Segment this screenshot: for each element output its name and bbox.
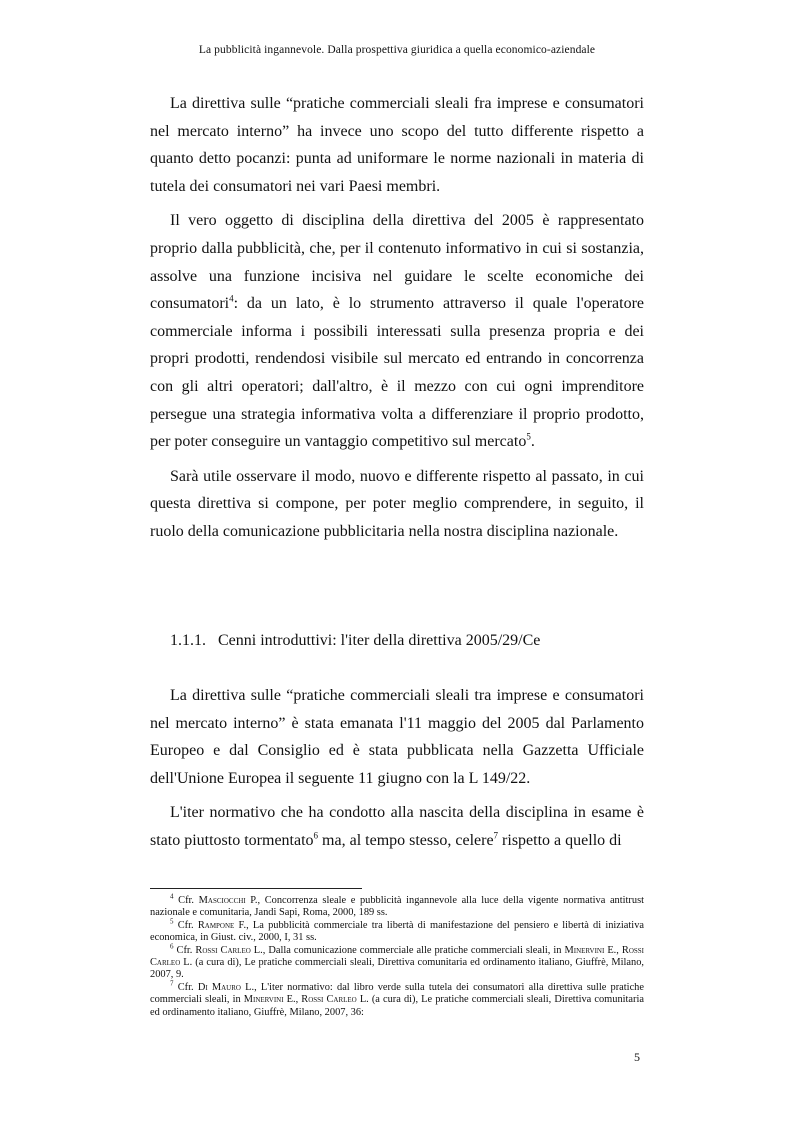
author-name: Di Mauro [197, 981, 241, 993]
author-name: Minervini [564, 944, 605, 956]
author-name: Masciocchi [198, 895, 246, 906]
footnote-ref[interactable]: 7 [493, 830, 499, 841]
text-run: ma, al tempo stesso, celere [318, 831, 494, 849]
text-run: rispetto a quello di [498, 831, 622, 849]
paragraph: La direttiva sulle “pratiche commerciali sleali tra imprese e consumatori nel mercato interno” è stata emanata l'11 maggio del 2005 dal Parlamento Europeo e dal Consiglio ed è stata pubblicata nella Gazzetta Ufficiale dell'Unione Europea il seguente 11 giugno con la L 149/22. [150, 687, 644, 787]
text-run: : da un lato, è lo strumento attraverso il quale l'operatore commerciale informa i possibili interessati sulla presenza propria e dei propri prodotti, rendendosi visibile sul mercato ed entrando in concorrenza con gli altri operatori; dall'altro, è il mezzo con cui ogni imprenditore persegue una strategia informativa volta a differenziare il proprio prodotto, per poter conseguire un vantaggio competitivo sul mercato [150, 295, 644, 451]
section-heading [170, 632, 540, 650]
text-run: Cfr. [173, 895, 199, 906]
footnote [150, 942, 644, 982]
text-run: . [530, 433, 535, 451]
author-name: Minervini [243, 994, 284, 1006]
footnote-number: 7 [170, 979, 174, 988]
footnote-number: 5 [170, 917, 174, 926]
paragraph: La direttiva sulle “pratiche commerciali sleali fra imprese e consumatori nel mercato interno” ha invece uno scopo del tutto differente rispetto a quanto detto pocanzi: punta ad uniformare le norme nazionali in materia di tutela dei consumatori nei vari Paesi membri. [150, 95, 644, 195]
footnote-separator [150, 888, 362, 889]
text-run: Cfr. [173, 981, 198, 993]
paragraph [150, 799, 644, 854]
footnote-ref[interactable]: 4 [229, 293, 234, 304]
text-run: L. (a cura di), Le pratiche commerciali sleali, Direttiva comunitaria ed ordinamento italiano, Giuffrè, Milano, 2007, 36: [150, 994, 644, 1018]
footnote-ref[interactable]: 6 [313, 830, 319, 841]
text-run: L'iter normativo che ha condotto alla nascita della disciplina in esame è stato piuttosto tormentato [150, 804, 644, 849]
footnote-number: 6 [170, 942, 174, 951]
main-text [150, 90, 644, 546]
text-run: Il vero oggetto di disciplina della direttiva del 2005 è rappresentato proprio dalla pubblicità, che, per il contenuto informativo in cui si sostanzia, assolve una funzione incisiva nel guidare le scelte economiche dei consumatori [150, 212, 644, 313]
author-name: Rampone [197, 919, 235, 931]
footnote [150, 979, 644, 1019]
author-name: Rossi Carleo [150, 944, 644, 969]
text-run: F., La pubblicità commerciale tra libertà di manifestazione del pensiero e libertà di iniziativa economica, in Giust. civ., 2000, I, 31 ss. [150, 919, 644, 944]
text-run: E., [283, 994, 302, 1006]
text-run: Cfr. [173, 944, 196, 956]
text-run: Cfr. [173, 919, 198, 931]
footnote-number: 4 [170, 892, 174, 901]
author-name: Rossi Carleo [301, 994, 357, 1006]
footnote [150, 892, 644, 920]
text-run: E., [604, 944, 622, 956]
text-run: L. (a cura di), Le pratiche commerciali sleali, Direttiva comunitaria ed ordinamento italiano, Giuffrè, Milano, 2007, 9. [150, 957, 644, 981]
section-title: Cenni introduttivi: l'iter della direttiva 2005/29/Ce [218, 632, 541, 649]
running-header: La pubblicità ingannevole. Dalla prospettiva giuridica a quella economico-aziendale [198, 44, 596, 56]
footnote [150, 917, 644, 945]
paragraph [150, 207, 644, 455]
footnote-ref[interactable]: 5 [526, 431, 531, 442]
text-run: P., Concorrenza sleale e pubblicità ingannevole alla luce della vigente normativa antitrust nazionale e comunitaria, Jandi Sapi, Roma, 2000, 189 ss. [150, 895, 644, 919]
author-name: Rossi Carleo [195, 944, 251, 956]
text-run: L., L'iter normativo: dal libro verde sulla tutela dei consumatori alla direttiva sulle pratiche commerciali sleali, in [150, 981, 644, 1006]
section-text [150, 682, 644, 855]
footnotes [150, 892, 644, 1019]
page-number: 5 [634, 1050, 640, 1064]
section-number: 1.1.1. [170, 632, 206, 649]
paragraph: Sarà utile osservare il modo, nuovo e differente rispetto al passato, in cui questa direttiva si compone, per poter meglio comprendere, in seguito, il ruolo della comunicazione pubblicitaria nella nostra disciplina nazionale. [150, 467, 644, 540]
text-run: L., Dalla comunicazione commerciale alle pratiche commerciali sleali, in [250, 944, 565, 956]
